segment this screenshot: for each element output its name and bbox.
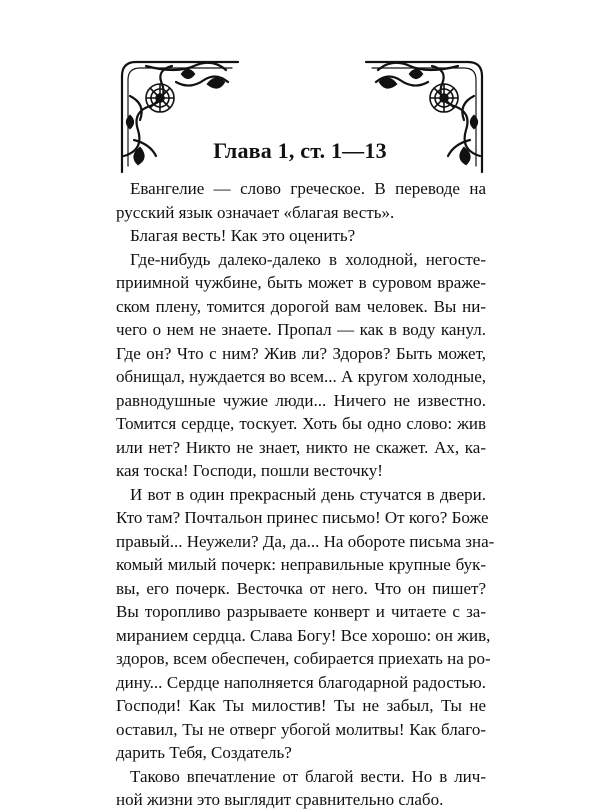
- paragraph: [116, 224, 486, 248]
- text-line: ной жизни это выглядит сравнительно слабо.: [116, 790, 444, 809]
- text-line: дарить Тебя, Создатель?: [116, 743, 292, 762]
- text-line: равнодушные чужие люди... Ничего не известно.: [116, 390, 486, 410]
- text-line: Вы торопливо разрываете конверт и читаете с за-: [116, 602, 486, 621]
- text-line: Кто там? Почтальон принес письмо! От кого? Боже: [116, 508, 489, 527]
- text-line: кая тоска! Господи, пошли весточку!: [116, 461, 383, 480]
- text-line: вы, его почерк. Весточка от него. Что он пишет?: [116, 578, 486, 598]
- paragraph: [116, 248, 486, 483]
- text-line: русский язык означает «благая весть».: [116, 202, 395, 222]
- text-line: оставил, Ты не отверг убогой молитвы! Как благо-: [116, 719, 486, 739]
- text-line: комый милый почерк: неправильные крупные бук-: [116, 555, 486, 574]
- text-line: обнищал, нуждается во всем... А кругом холодные,: [116, 367, 486, 386]
- text-line: приимной чужбине, быть может в суровом враже-: [116, 273, 486, 292]
- paragraph: [116, 765, 486, 812]
- text-line: здоров, всем обеспечен, собирается приехать на ро-: [116, 649, 491, 668]
- text-line: миранием сердца. Слава Богу! Все хорошо: он жив,: [116, 625, 491, 645]
- text-line: чего о нем не знаете. Пропал — как в воду канул.: [116, 320, 486, 339]
- text-line: дину... Сердце наполняется благодарной радостью.: [116, 672, 486, 692]
- text-line: Таково впечатление от благой вести. Но в лич-: [130, 766, 486, 786]
- chapter-title: Глава 1, ст. 1—13: [213, 138, 387, 163]
- text-line: Евангелие — слово греческое. В переводе на: [130, 179, 486, 198]
- text-line: Томится сердце, тоскует. Хоть бы одно слово: жив: [116, 414, 486, 433]
- paragraph: [116, 177, 486, 224]
- paragraph: [116, 483, 495, 765]
- text-line: ском плену, томится дорогой вам человек. Вы ни-: [116, 296, 486, 316]
- text-line: или нет? Никто не знает, никто не скажет. Ах, ка-: [116, 437, 486, 457]
- chapter-body: [116, 177, 495, 812]
- text-line: И вот в один прекрасный день стучатся в двери.: [130, 484, 486, 504]
- text-line: Благая весть! Как это оценить?: [130, 226, 356, 245]
- text-line: Где он? Что с ним? Жив ли? Здоров? Быть может,: [116, 343, 486, 363]
- text-line: правый... Неужели? Да, да... На обороте письма зна-: [116, 531, 495, 551]
- text-line: Господи! Как Ты милостив! Ты не забыл, Ты не: [116, 696, 486, 715]
- text-line: Где-нибудь далеко-далеко в холодной, негосте-: [130, 249, 486, 269]
